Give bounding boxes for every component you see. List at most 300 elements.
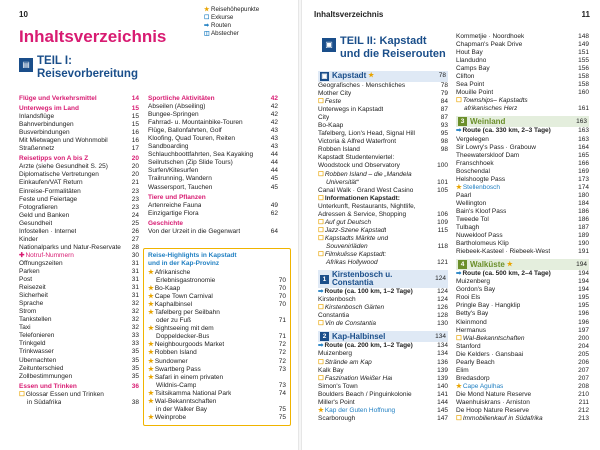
page-ref: 144 <box>437 398 448 406</box>
toc-entry-label: Cape Agulhas <box>462 382 504 390</box>
page-ref: 70 <box>278 293 286 301</box>
toc-entry[interactable] <box>318 227 448 235</box>
toc-entry-label: Tafelberg, Lion's Head, Signal Hill <box>318 130 415 138</box>
toc-entry-label: Route (ca. 100 km, 1–2 Tage) <box>324 288 413 296</box>
star-icon: ★ <box>148 413 154 421</box>
toc-entry[interactable] <box>456 57 589 65</box>
info-box-icon: ☐ <box>318 194 324 202</box>
toc-entry-label: Bredasdorp <box>456 374 490 382</box>
toc-entry[interactable] <box>19 236 139 244</box>
toc-section[interactable] <box>318 270 448 288</box>
toc-entry-label: Busverbindungen <box>19 129 70 137</box>
toc-entry[interactable] <box>456 192 589 200</box>
highlight-item[interactable] <box>148 406 286 414</box>
highlight-label: Swartberg Pass <box>154 365 201 373</box>
toc-entry[interactable] <box>19 260 139 268</box>
toc-entry[interactable] <box>19 308 139 316</box>
page-ref: 169 <box>578 167 589 175</box>
toc-entry-label: Elim <box>456 366 469 374</box>
toc-entry-label: Sir Lowry's Pass · Grabouw <box>456 143 536 151</box>
section-title: Kap-Halbinsel <box>332 331 386 341</box>
toc-entry[interactable] <box>148 95 278 103</box>
toc-entry[interactable] <box>456 208 589 216</box>
page-ref: 195 <box>578 302 589 310</box>
page-ref: 121 <box>437 259 448 267</box>
toc-entry-label: in Südafrika <box>27 398 62 406</box>
page-ref: 87 <box>440 114 448 122</box>
toc-column-4 <box>456 33 589 423</box>
highlight-item[interactable] <box>148 333 286 341</box>
toc-entry[interactable] <box>19 373 139 381</box>
toc-entry[interactable] <box>318 415 448 423</box>
toc-entry[interactable] <box>318 407 448 415</box>
toc-entry[interactable] <box>456 399 589 407</box>
page-ref: 15 <box>131 105 139 113</box>
toc-entry[interactable] <box>456 391 589 399</box>
page-ref: 26 <box>131 227 139 235</box>
toc-entry-label: Chapman's Peak Drive <box>456 41 523 49</box>
toc-entry-label: Stellenbosch <box>462 183 501 191</box>
toc-entry[interactable] <box>456 351 589 359</box>
toc-entry[interactable] <box>318 342 448 350</box>
toc-entry[interactable] <box>19 95 139 103</box>
page-ref: 95 <box>440 130 448 138</box>
toc-entry[interactable] <box>19 204 139 212</box>
page-ref <box>276 194 278 202</box>
toc-entry[interactable] <box>318 154 448 162</box>
page-ref: 72 <box>278 349 286 357</box>
page-ref: 44 <box>270 159 278 167</box>
toc-entry[interactable] <box>456 248 589 256</box>
section-number-badge: 1 <box>320 275 329 284</box>
toc-entry[interactable] <box>148 159 278 167</box>
highlight-item[interactable] <box>148 293 286 301</box>
page-ref: 194 <box>578 278 589 286</box>
page-ref: 31 <box>131 284 139 292</box>
toc-entry-label: Kleinmond <box>456 318 487 326</box>
toc-entry[interactable] <box>148 127 278 135</box>
toc-section[interactable] <box>456 259 589 270</box>
toc-entry[interactable] <box>318 296 448 304</box>
toc-entry[interactable] <box>456 286 589 294</box>
toc-entry[interactable] <box>318 114 448 122</box>
page-ref: 75 <box>278 405 286 413</box>
toc-entry-label: Afrikas Hollywood <box>326 259 378 267</box>
toc-entry[interactable] <box>19 284 139 292</box>
toc-section[interactable] <box>318 331 448 342</box>
page-ref: 163 <box>576 117 587 125</box>
toc-entry-label: Victoria & Alfred Waterfront <box>318 138 397 146</box>
toc-entry[interactable] <box>318 383 448 391</box>
toc-entry[interactable] <box>318 211 448 219</box>
highlight-item[interactable] <box>148 309 286 317</box>
star-icon: ★ <box>148 301 154 309</box>
highlight-label: Weinprobe <box>154 413 187 421</box>
toc-entry[interactable] <box>456 41 589 49</box>
highlight-item[interactable] <box>148 414 286 422</box>
page-ref: 73 <box>278 381 286 389</box>
highlight-item[interactable] <box>148 366 286 374</box>
toc-entry[interactable] <box>148 175 278 183</box>
page-ref: 165 <box>578 151 589 159</box>
toc-entry[interactable] <box>318 195 448 203</box>
highlight-item[interactable] <box>148 341 286 349</box>
star-icon: ★ <box>456 183 462 191</box>
toc-entry[interactable] <box>19 145 139 153</box>
toc-entry-label: Bo-Kaap <box>318 122 344 130</box>
toc-entry[interactable] <box>318 106 448 114</box>
toc-entry[interactable] <box>318 179 448 187</box>
toc-entry[interactable] <box>148 228 278 236</box>
toc-entry[interactable] <box>19 391 139 399</box>
toc-entry[interactable] <box>19 324 139 332</box>
page-ref: 45 <box>270 183 278 191</box>
toc-entry[interactable] <box>456 302 589 310</box>
toc-entry[interactable] <box>318 90 448 98</box>
page-ref: 158 <box>578 73 589 81</box>
toc-entry-label: Vergelegen <box>456 135 489 143</box>
page-ref: 75 <box>278 413 286 421</box>
toc-entry[interactable] <box>318 171 448 179</box>
toc-entry-label: Ärzte (siehe Gesundheit S. 25) <box>19 163 108 171</box>
toc-entry[interactable] <box>19 113 139 121</box>
bus-icon: ▣ <box>322 38 336 52</box>
toc-entry[interactable] <box>456 89 589 97</box>
toc-entry-label: Reisezeit <box>19 284 46 292</box>
page-ref: 70 <box>278 277 286 285</box>
toc-entry[interactable] <box>318 162 448 170</box>
toc-entry[interactable] <box>318 235 448 243</box>
toc-entry[interactable] <box>148 103 278 111</box>
toc-entry[interactable] <box>318 288 448 296</box>
toc-entry[interactable] <box>19 171 139 179</box>
toc-entry[interactable] <box>318 312 448 320</box>
toc-entry[interactable] <box>318 187 448 195</box>
highlight-item[interactable] <box>148 285 286 293</box>
toc-entry-label: Woodstock und Observatory <box>318 162 400 170</box>
toc-entry-label: Seilrutschen (Zip Slide Tours) <box>148 159 233 167</box>
toc-entry[interactable] <box>148 135 278 143</box>
page-ref: 212 <box>578 407 589 415</box>
toc-entry[interactable] <box>19 276 139 284</box>
page-ref: 45 <box>270 175 278 183</box>
toc-entry[interactable] <box>148 210 278 218</box>
toc-entry-label: Einzigartige Flora <box>148 209 199 217</box>
toc-entry[interactable] <box>456 216 589 224</box>
toc-entry-label: Artenreiche Fauna <box>148 201 202 209</box>
highlight-item[interactable] <box>148 277 286 285</box>
page-ref: 145 <box>437 406 448 414</box>
part-two-line2: und die Reiserouten <box>340 47 446 60</box>
toc-entry[interactable] <box>148 202 278 210</box>
toc-entry-label: Townships– Kapstadts <box>462 97 528 105</box>
toc-entry[interactable] <box>456 168 589 176</box>
toc-entry[interactable] <box>318 98 448 106</box>
toc-entry-label: Wal-Bekanntschaften <box>462 334 525 342</box>
toc-entry-label: Zeitunterschied <box>19 364 64 372</box>
toc-entry[interactable] <box>456 105 589 113</box>
toc-entry[interactable] <box>318 359 448 367</box>
toc-entry-label: Von der Urzeit in die Gegenwart <box>148 227 241 235</box>
toc-entry[interactable] <box>456 310 589 318</box>
toc-entry[interactable] <box>456 319 589 327</box>
toc-entry[interactable] <box>19 340 139 348</box>
toc-entry-label: Route (ca. 500 km, 2–4 Tage) <box>462 270 551 278</box>
toc-entry-label: Unterwegs im Land <box>19 105 79 113</box>
toc-entry[interactable] <box>19 316 139 324</box>
toc-entry[interactable] <box>456 407 589 415</box>
toc-entry-label: Simon's Town <box>318 382 358 390</box>
toc-entry[interactable] <box>318 146 448 154</box>
toc-entry[interactable] <box>19 212 139 220</box>
toc-entry[interactable] <box>19 357 139 365</box>
toc-entry-label: Auf gut Deutsch <box>324 218 372 226</box>
page-ref: 139 <box>437 366 448 374</box>
page-ref: 49 <box>270 201 278 209</box>
toc-entry[interactable] <box>456 97 589 105</box>
page-ref: 33 <box>131 332 139 340</box>
highlight-item[interactable] <box>148 317 286 325</box>
part-two-line1: TEIL II: Kapstadt <box>340 35 427 47</box>
star-icon: ★ <box>506 260 513 268</box>
page-ref: 156 <box>578 65 589 73</box>
toc-entry[interactable] <box>318 219 448 227</box>
toc-entry[interactable] <box>318 138 448 146</box>
toc-entry[interactable] <box>456 49 589 57</box>
toc-entry[interactable] <box>19 252 139 260</box>
page-ref: 32 <box>131 324 139 332</box>
toc-entry[interactable] <box>318 251 448 259</box>
toc-entry[interactable] <box>19 155 139 163</box>
page-ref: 180 <box>578 191 589 199</box>
page-ref: 38 <box>131 398 139 406</box>
page-ref: 36 <box>131 382 139 390</box>
page-ref: 124 <box>435 275 446 283</box>
page-ref: 44 <box>270 167 278 175</box>
toc-entry[interactable] <box>148 119 278 127</box>
toc-entry-label: Flüge und Verkehrsmittel <box>19 95 97 102</box>
section-number-badge: 4 <box>458 260 467 269</box>
toc-entry[interactable] <box>19 137 139 145</box>
toc-entry[interactable] <box>456 160 589 168</box>
page-ref: 23 <box>131 203 139 211</box>
toc-entry[interactable] <box>456 240 589 248</box>
toc-entry[interactable] <box>318 203 448 211</box>
toc-entry[interactable] <box>148 143 278 151</box>
star-icon: ★ <box>148 309 154 317</box>
star-icon: ★ <box>148 285 154 293</box>
page-ref: 124 <box>437 288 448 296</box>
toc-column-1 <box>19 93 139 407</box>
toc-entry[interactable] <box>456 224 589 232</box>
toc-entry[interactable] <box>19 179 139 187</box>
toc-entry[interactable] <box>318 367 448 375</box>
page-ref: 141 <box>437 390 448 398</box>
toc-entry[interactable] <box>19 228 139 236</box>
toc-entry[interactable] <box>148 111 278 119</box>
page-ref: 147 <box>437 414 448 422</box>
toc-entry-label: Unterwegs in Kapstadt <box>318 106 384 114</box>
toc-entry-label: Tankstellen <box>19 316 52 324</box>
toc-entry[interactable] <box>318 375 448 383</box>
toc-entry-label: Die Mond Nature Reserve <box>456 390 532 398</box>
left-page <box>0 0 298 450</box>
toc-entry[interactable] <box>318 243 448 251</box>
toc-entry-label: Rooi Els <box>456 294 481 302</box>
toc-entry[interactable] <box>456 278 589 286</box>
highlight-item[interactable] <box>148 390 286 398</box>
toc-entry[interactable] <box>19 348 139 356</box>
toc-entry-label: Constantia <box>318 312 350 320</box>
toc-entry-label: Trailrunning, Wandern <box>148 175 212 183</box>
toc-entry[interactable] <box>19 129 139 137</box>
star-icon: ★ <box>148 389 154 397</box>
toc-entry[interactable] <box>456 367 589 375</box>
highlight-label: Kaphalbinsel <box>154 301 193 309</box>
highlight-label: Afrikanische <box>154 269 191 276</box>
toc-entry[interactable] <box>456 270 589 278</box>
toc-entry[interactable] <box>19 332 139 340</box>
toc-section[interactable] <box>318 71 448 82</box>
highlights-list <box>148 269 286 422</box>
toc-entry[interactable] <box>318 399 448 407</box>
toc-entry[interactable] <box>456 375 589 383</box>
page-ref: 35 <box>131 364 139 372</box>
page-ref: 208 <box>578 382 589 390</box>
toc-entry[interactable] <box>19 163 139 171</box>
toc-entry[interactable] <box>19 365 139 373</box>
toc-entry[interactable] <box>318 320 448 328</box>
toc-entry[interactable] <box>318 259 448 267</box>
page-ref: 100 <box>437 162 448 170</box>
toc-entry-label: Nationalparks und Natur-Reservate <box>19 243 121 251</box>
toc-entry[interactable] <box>456 136 589 144</box>
toc-section[interactable] <box>456 116 589 127</box>
toc-entry[interactable] <box>456 184 589 192</box>
highlight-item[interactable] <box>148 398 286 406</box>
page-ref: 23 <box>131 187 139 195</box>
toc-entry-label: Wellington <box>456 199 487 207</box>
toc-entry-label: Öffnungszeiten <box>19 259 63 267</box>
toc-entry[interactable] <box>318 304 448 312</box>
toc-entry[interactable] <box>456 359 589 367</box>
highlight-item[interactable] <box>148 269 286 277</box>
toc-entry[interactable] <box>456 232 589 240</box>
highlight-item[interactable] <box>148 301 286 309</box>
page-ref: 16 <box>131 137 139 145</box>
toc-entry[interactable] <box>148 151 278 159</box>
page-ref <box>446 171 448 179</box>
toc-entry[interactable] <box>456 127 589 135</box>
page-ref: 43 <box>270 127 278 135</box>
toc-entry[interactable] <box>318 122 448 130</box>
part-two-label <box>340 35 446 60</box>
toc-entry[interactable] <box>456 81 589 89</box>
toc-entry[interactable] <box>456 176 589 184</box>
page-ref: 35 <box>131 356 139 364</box>
toc-entry[interactable] <box>148 194 278 202</box>
toc-entry[interactable] <box>456 152 589 160</box>
toc-entry-label: Sprache <box>19 300 44 308</box>
highlight-label: Neighbourgoods Market <box>154 341 225 349</box>
legend-label: Routen <box>211 22 231 29</box>
toc-entry[interactable] <box>318 391 448 399</box>
toc-entry-label: Strände am Kap <box>324 358 372 366</box>
highlight-label: Bo-Kaap <box>154 285 181 293</box>
toc-entry[interactable] <box>19 292 139 300</box>
toc-entry[interactable] <box>19 121 139 129</box>
toc-entry[interactable] <box>19 399 139 407</box>
toc-entry[interactable] <box>318 130 448 138</box>
toc-entry[interactable] <box>148 167 278 175</box>
toc-entry[interactable] <box>456 343 589 351</box>
highlight-item[interactable] <box>148 374 286 382</box>
page-ref <box>137 391 139 399</box>
toc-entry[interactable] <box>456 33 589 41</box>
toc-entry-label: Bain's Kloof Pass <box>456 207 507 215</box>
toc-entry[interactable] <box>148 184 278 192</box>
toc-entry[interactable] <box>456 327 589 335</box>
highlight-item[interactable] <box>148 349 286 357</box>
toc-entry-label: Hout Bay <box>456 49 483 57</box>
page-ref: 84 <box>440 98 448 106</box>
page-ref <box>446 251 448 259</box>
toc-entry[interactable] <box>456 73 589 81</box>
toc-entry-label: Mit Mietwagen und Wohnmobil <box>19 137 108 145</box>
highlight-label: Doppeldecker-Bus <box>156 333 210 341</box>
right-page <box>302 0 600 450</box>
toc-entry[interactable] <box>19 244 139 252</box>
page-ref: 194 <box>578 270 589 278</box>
toc-entry[interactable] <box>19 268 139 276</box>
section-number-badge: 3 <box>458 117 467 126</box>
toc-entry[interactable] <box>456 200 589 208</box>
page-ref: 160 <box>578 89 589 97</box>
toc-entry-label: Riebeek-Kasteel · Riebeek-West <box>456 248 551 256</box>
toc-entry[interactable] <box>456 144 589 152</box>
toc-entry[interactable] <box>318 82 448 90</box>
page-ref: 72 <box>278 357 286 365</box>
toc-entry[interactable] <box>19 188 139 196</box>
toc-entry-label: Surfen/Kitesurfen <box>148 167 199 175</box>
toc-entry[interactable] <box>456 415 589 423</box>
toc-entry[interactable] <box>19 196 139 204</box>
toc-entry[interactable] <box>456 335 589 343</box>
page-ref: 35 <box>131 372 139 380</box>
toc-entry-label: Reisetipps von A bis Z <box>19 155 89 163</box>
toc-entry[interactable] <box>19 383 139 391</box>
highlight-item[interactable] <box>148 358 286 366</box>
toc-entry[interactable] <box>318 350 448 358</box>
page-ref: 78 <box>438 72 446 80</box>
page-ref: 20 <box>131 155 139 163</box>
page-ref: 128 <box>437 312 448 320</box>
toc-entry-label: Miller's Point <box>318 398 355 406</box>
toc-entry[interactable] <box>456 294 589 302</box>
highlight-item[interactable] <box>148 325 286 333</box>
toc-entry[interactable] <box>456 383 589 391</box>
page-ref: 186 <box>578 215 589 223</box>
page-ref: 106 <box>437 210 448 218</box>
page-ref: 32 <box>131 316 139 324</box>
toc-entry-label: Hermanus <box>456 326 486 334</box>
toc-entry[interactable] <box>19 300 139 308</box>
toc-entry[interactable] <box>456 65 589 73</box>
toc-entry[interactable] <box>19 105 139 113</box>
highlight-item[interactable] <box>148 382 286 390</box>
toc-entry[interactable] <box>148 220 278 228</box>
toc-entry[interactable] <box>19 220 139 228</box>
